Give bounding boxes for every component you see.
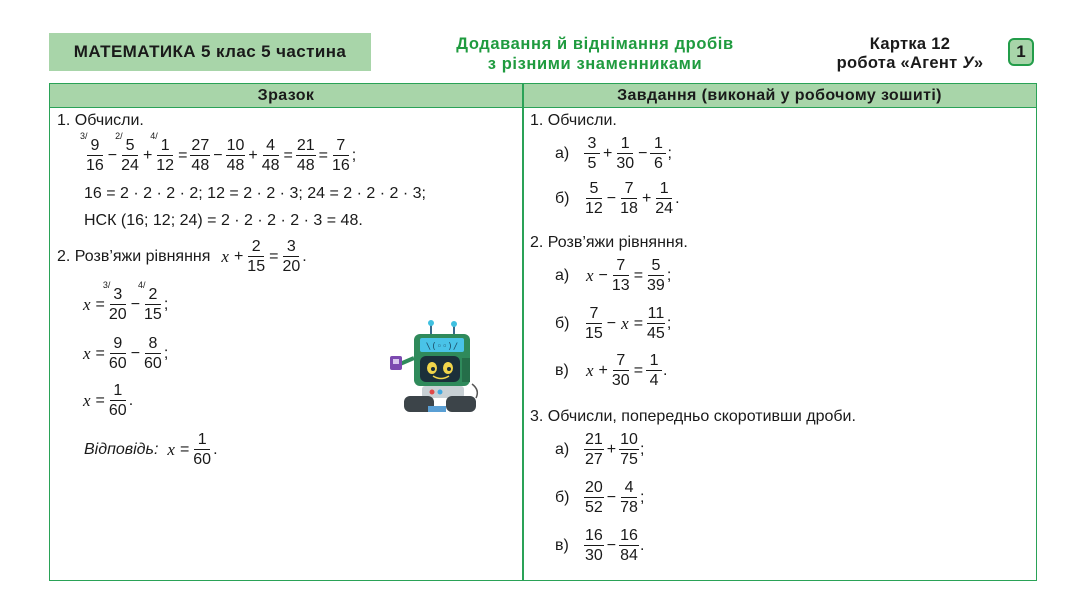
punctuation: ;: [163, 295, 169, 313]
right-task3-label: 3. Обчисли, попередньо скоротивши дроби.: [530, 408, 856, 425]
numerator: 7: [333, 137, 349, 156]
numerator: 1: [157, 137, 173, 156]
fraction: [281, 238, 301, 275]
left-task1-calc: [80, 131, 357, 174]
punctuation: ;: [163, 344, 169, 362]
right-task1-b: [555, 180, 680, 217]
fraction: [190, 137, 210, 174]
numerator: 10: [226, 137, 245, 154]
variable-x: x: [586, 265, 594, 285]
right-task1-a: [555, 135, 672, 172]
topic-title: [420, 34, 770, 74]
denominator: 48: [226, 157, 245, 174]
denominator: 30: [585, 547, 603, 564]
left-task2-step2: [80, 335, 168, 372]
item-label: б): [555, 488, 570, 506]
variable-x: x: [221, 246, 229, 266]
robot-agent-illustration: [386, 318, 486, 418]
numerator: 21: [585, 431, 603, 448]
numerator: 2: [248, 238, 264, 257]
punctuation: ;: [351, 146, 357, 164]
card-work-suffix: »: [973, 54, 984, 72]
denominator: 52: [585, 499, 603, 516]
left-task1-label: 1. Обчисли.: [57, 112, 144, 129]
topic-line-1: Додавання й віднімання дробів: [456, 35, 734, 53]
right-task2-c: [555, 352, 667, 389]
punctuation: .: [663, 361, 668, 379]
denominator: 60: [144, 355, 162, 372]
denominator: 60: [193, 451, 212, 468]
denominator: 30: [611, 372, 630, 389]
numerator: 5: [648, 257, 664, 276]
operator: −: [606, 314, 617, 332]
operator: =: [95, 295, 105, 313]
item-label: а): [555, 266, 570, 284]
fraction: [611, 257, 631, 294]
punctuation: .: [128, 391, 134, 409]
left-column-header: Зразок: [50, 84, 522, 108]
left-task2-step3: [80, 382, 133, 419]
robot-screen-text: \(◦◦)/: [425, 342, 459, 352]
operator: +: [606, 440, 617, 458]
operator: +: [233, 247, 244, 265]
operator: =: [179, 440, 190, 458]
denominator: 20: [108, 306, 127, 323]
punctuation: ;: [666, 266, 672, 284]
left-task2-label: 2. Розв’яжи рівняння: [57, 247, 211, 265]
operator: −: [130, 295, 141, 313]
item-label: в): [555, 536, 569, 554]
operator: =: [318, 146, 328, 164]
denominator: 6: [654, 155, 663, 172]
variable-x: x: [83, 294, 91, 314]
numerator: 16: [585, 527, 603, 544]
numerator: 4: [263, 137, 279, 156]
right-task3-b: [555, 479, 644, 516]
denominator: 39: [647, 277, 665, 294]
fraction: [646, 352, 662, 389]
operator: +: [248, 146, 258, 164]
numerator: 11: [647, 305, 665, 322]
right-task3-c: [555, 527, 644, 564]
fraction: [80, 131, 105, 174]
denominator: 45: [647, 325, 665, 342]
numerator: 7: [613, 257, 629, 276]
fraction: [584, 135, 600, 172]
fraction-factor: 4/: [150, 131, 158, 141]
item-label: а): [555, 144, 570, 162]
operator: =: [283, 146, 293, 164]
punctuation: ;: [666, 314, 672, 332]
denominator: 78: [620, 499, 638, 516]
fraction-factor: 3/: [80, 131, 88, 141]
card-work-letter: У: [962, 54, 974, 72]
fraction: [611, 352, 631, 389]
operator: +: [641, 189, 652, 207]
numerator: 21: [296, 137, 315, 154]
operator: −: [213, 146, 223, 164]
numerator: 1: [650, 135, 666, 154]
denominator: 12: [156, 157, 175, 174]
fraction: [246, 238, 266, 275]
fraction: [615, 135, 635, 172]
subject-banner: [49, 33, 371, 71]
variable-x: x: [83, 390, 91, 410]
operator: =: [269, 247, 279, 265]
fraction: [115, 131, 140, 174]
denominator: 15: [144, 306, 162, 323]
answer-label: Відповідь:: [84, 440, 159, 458]
punctuation: ;: [667, 144, 672, 162]
numerator: 2: [145, 286, 161, 305]
denominator: 15: [247, 258, 266, 275]
punctuation: ;: [639, 440, 645, 458]
numerator: 16: [620, 527, 638, 544]
fraction: [619, 431, 639, 468]
numerator: 8: [145, 335, 161, 354]
card-work-prefix: робота «Агент: [836, 54, 963, 72]
variable-x: x: [83, 343, 91, 363]
operator: =: [95, 391, 105, 409]
numerator: 1: [656, 180, 672, 199]
operator: −: [606, 189, 617, 207]
numerator: 9: [110, 335, 126, 354]
left-task2-step1: [80, 280, 169, 323]
right-task3-a: [555, 431, 644, 468]
denominator: 5: [587, 155, 597, 172]
operator: +: [603, 144, 613, 162]
fraction-factor: 3/: [102, 280, 111, 290]
fraction: [646, 257, 666, 294]
fraction: [584, 479, 604, 516]
fraction: [584, 431, 604, 468]
fraction: [108, 335, 128, 372]
operator: =: [633, 266, 644, 284]
fraction: [654, 180, 674, 217]
numerator: 7: [613, 352, 629, 371]
punctuation: .: [302, 247, 307, 265]
operator: +: [142, 146, 153, 164]
variant-badge: 1: [1008, 38, 1034, 66]
numerator: 10: [620, 431, 638, 448]
numerator: 27: [191, 137, 210, 154]
denominator: 15: [585, 325, 603, 342]
fraction: [584, 305, 604, 342]
punctuation: .: [213, 440, 218, 458]
denominator: 24: [121, 157, 139, 174]
fraction: [261, 137, 281, 174]
operator: =: [95, 344, 105, 362]
numerator: 3: [110, 286, 126, 305]
left-task1-factorization: 16 = 2 · 2 · 2 · 2; 12 = 2 · 2 · 3; 24 = 2 · 2 · 2 · 3;: [84, 185, 426, 202]
variable-x: x: [167, 439, 175, 459]
operator: −: [107, 146, 118, 164]
numerator: 5: [586, 180, 602, 199]
fraction-factor: 4/: [138, 280, 146, 290]
item-label: в): [555, 361, 569, 379]
punctuation: ;: [639, 488, 645, 506]
fraction: [226, 137, 246, 174]
denominator: 24: [655, 200, 674, 217]
right-task2-label: 2. Розв’яжи рівняння.: [530, 234, 688, 251]
denominator: 60: [108, 355, 127, 372]
numerator: 9: [87, 137, 103, 156]
operator: =: [633, 361, 644, 379]
item-label: а): [555, 440, 570, 458]
denominator: 16: [331, 157, 350, 174]
fraction: [150, 131, 175, 174]
subject-text: МАТЕМАТИКА 5 клас 5 частина: [73, 42, 347, 61]
right-task2-b: [555, 305, 671, 342]
fraction: [108, 382, 128, 419]
numerator: 7: [586, 305, 602, 324]
denominator: 48: [261, 157, 280, 174]
card-info: [812, 35, 1008, 73]
denominator: 13: [611, 277, 630, 294]
denominator: 4: [649, 372, 659, 389]
operator: −: [606, 536, 617, 554]
numerator: 1: [194, 431, 210, 450]
fraction: [143, 335, 163, 372]
denominator: 18: [620, 200, 638, 217]
denominator: 84: [620, 547, 638, 564]
right-column-header: Завдання (виконай у робочому зошиті): [523, 84, 1036, 108]
fraction: [138, 280, 163, 323]
numerator: 3: [584, 135, 600, 154]
fraction: [331, 137, 351, 174]
operator: =: [633, 314, 644, 332]
denominator: 12: [585, 200, 603, 217]
operator: −: [638, 144, 648, 162]
fraction: [296, 137, 316, 174]
fraction: [584, 527, 604, 564]
denominator: 16: [86, 157, 104, 174]
left-task2-statement: [57, 238, 307, 275]
fraction-factor: 2/: [115, 131, 123, 141]
denominator: 75: [620, 451, 638, 468]
variable-x: x: [621, 313, 629, 333]
item-label: б): [555, 189, 570, 207]
punctuation: .: [639, 536, 645, 554]
numerator: 1: [110, 382, 126, 401]
right-task1-label: 1. Обчисли.: [530, 112, 617, 129]
fraction: [102, 280, 128, 323]
operator: =: [178, 146, 188, 164]
numerator: 7: [621, 180, 637, 199]
card-number: Картка 12: [869, 35, 951, 53]
operator: −: [130, 344, 141, 362]
fraction: [650, 135, 666, 172]
numerator: 1: [646, 352, 662, 371]
numerator: 1: [617, 135, 633, 154]
denominator: 48: [296, 157, 315, 174]
fraction: [619, 479, 639, 516]
card-work: [812, 54, 1008, 73]
operator: −: [606, 488, 617, 506]
denominator: 48: [191, 157, 210, 174]
punctuation: .: [675, 189, 680, 207]
fraction: [619, 527, 639, 564]
left-task2-answer: [84, 431, 218, 468]
fraction: [619, 180, 639, 217]
item-label: б): [555, 314, 570, 332]
fraction: [646, 305, 666, 342]
operator: −: [598, 266, 608, 284]
left-task1-lcm: НСК (16; 12; 24) = 2 · 2 · 2 · 2 · 3 = 48.: [84, 212, 363, 229]
right-task2-a: [555, 257, 671, 294]
numerator: 4: [621, 479, 637, 498]
fraction: [192, 431, 212, 468]
denominator: 60: [108, 402, 127, 419]
topic-line-2: з різними знаменниками: [487, 55, 703, 73]
numerator: 5: [122, 137, 138, 156]
denominator: 30: [616, 155, 635, 172]
denominator: 20: [282, 258, 301, 275]
numerator: 20: [585, 479, 603, 496]
numerator: 3: [283, 238, 299, 257]
operator: +: [598, 361, 608, 379]
denominator: 27: [585, 451, 603, 468]
variable-x: x: [586, 360, 594, 380]
column-divider: [522, 84, 524, 581]
fraction: [584, 180, 604, 217]
